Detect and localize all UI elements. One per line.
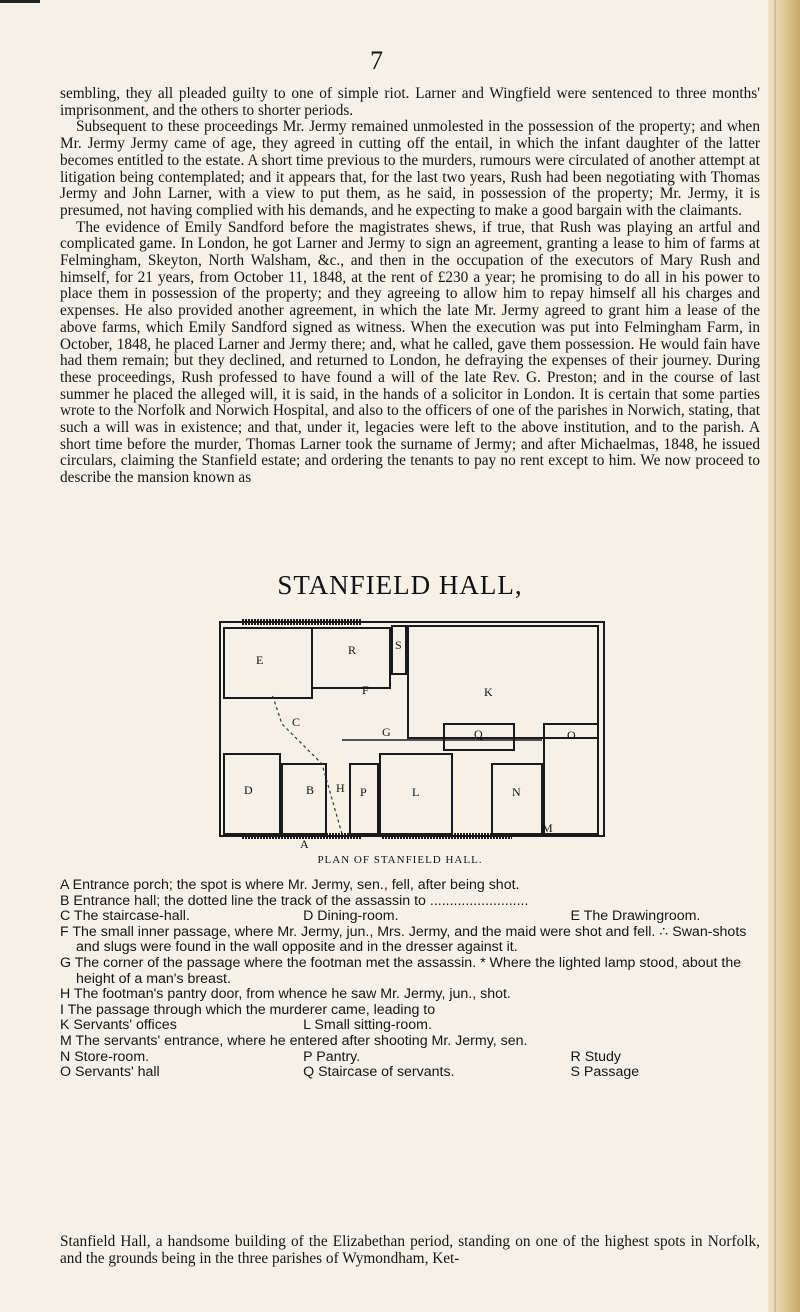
legend-f: F The small inner passage, where Mr. Jermy, jun., Mrs. Jermy, and the maid were shot and fell. ∴ Swan-shots and slugs were found in the wall opposite and in the dresser against it. bbox=[60, 923, 747, 956]
closing-text: Stanfield Hall, a handsome building of the Elizabethan period, standing on one of the highest spots in Norfolk, and the grounds being in the three parishes of Wymondham, Ket- bbox=[60, 1233, 760, 1267]
plan-room-e bbox=[224, 628, 312, 698]
legend-row-c-d-e bbox=[60, 909, 765, 925]
plan-label-e: E bbox=[256, 653, 264, 667]
legend-s: S Passage bbox=[570, 1064, 640, 1081]
body-text bbox=[60, 86, 760, 487]
plan-room-r bbox=[312, 628, 390, 688]
plan-outer-wall bbox=[220, 622, 604, 836]
plan-room-k bbox=[408, 626, 598, 738]
plan-label-o: O bbox=[567, 728, 576, 742]
plan-label-g: G bbox=[382, 725, 391, 739]
legend-r: R Study bbox=[570, 1048, 621, 1065]
plan-label-d: D bbox=[244, 783, 253, 797]
plan-room-p bbox=[350, 764, 378, 834]
paragraph-1: sembling, they all pleaded guilty to one of simple riot. Larner and Wingfield were sentenced to three months' imprisonment, and the others to shorter periods. bbox=[60, 85, 760, 119]
paragraph-2: Subsequent to these proceedings Mr. Jermy remained unmolested in the possession of the property; and when Mr. Jermy Jermy came of age, they agreed in cutting off the entail, in which the infant daughter of the latter becomes entitled to the estate. A short time previous to the murders, rumours were circulated of another attempt at litigation being contemplated; and it appears that, for the last two years, Rush had been negotiating with Thomas Jermy and John Larner, with a view to put them, as he said, in possession of the property; Mr. Jermy, it is presumed, not having complied with his demands, and he expecting to make a good bargain with the claimants. bbox=[60, 118, 760, 219]
legend-blank bbox=[571, 1018, 765, 1034]
plan-label-r: R bbox=[348, 643, 357, 657]
plan-label-m: M bbox=[542, 821, 553, 835]
closing-paragraph bbox=[60, 1234, 760, 1267]
plan-label-q: Q bbox=[474, 727, 483, 741]
plan-label-h: H bbox=[336, 781, 345, 795]
legend-g: G The corner of the passage where the footman met the assassin. * Where the lighted lamp stood, about the height of a man's breast. bbox=[60, 954, 742, 987]
plan-label-f: F bbox=[362, 683, 369, 697]
page-number: 7 bbox=[370, 46, 383, 75]
floor-plan bbox=[212, 614, 612, 850]
legend-i: I The passage through which the murderer came, leading to bbox=[60, 1001, 436, 1018]
legend-b: B Entrance hall; the dotted line the track of the assassin to ......................... bbox=[60, 892, 529, 909]
legend-row-k-l bbox=[60, 1018, 765, 1034]
plan-room-b bbox=[282, 764, 326, 834]
legend-o: O Servants' hall bbox=[60, 1064, 160, 1081]
legend-p: P Pantry. bbox=[303, 1048, 361, 1065]
plan-label-s: S bbox=[395, 638, 402, 652]
plan-label-l: L bbox=[412, 785, 420, 799]
plan-room-n bbox=[492, 764, 542, 834]
plan-caption: PLAN OF STANFIELD HALL. bbox=[317, 854, 483, 866]
plan-label-k: K bbox=[484, 685, 493, 699]
legend-l: L Small sitting-room. bbox=[303, 1017, 432, 1034]
legend-d: D Dining-room. bbox=[303, 908, 399, 925]
legend-e: E The Drawingroom. bbox=[570, 908, 701, 925]
plan-label-a: A bbox=[300, 837, 309, 850]
book-spine-edge bbox=[768, 0, 800, 1312]
plan-label-b: B bbox=[306, 783, 315, 797]
legend-n: N Store-room. bbox=[60, 1048, 150, 1065]
legend-row-n-p-r bbox=[60, 1050, 765, 1066]
paragraph-3: The evidence of Emily Sandford before the magistrates shews, if true, that Rush was playing an artful and complicated game. In London, he got Larner and Jermy to sign an agreement, granting a lease to him of farms at Felmingham, Skeyton, North Walsham, &c., and then in the occupation of the executors of Mary Rush and himself, for 21 years, from October 11, 1848, at the rent of £230 a year; he promising to do all in his power to place them in possession of the property; and they agreeing to allow him to repay himself all his charges and expenses. He also provided another agreement, in which the late Mr. Jermy agreed to grant him a lease of the above farms, which Emily Sandford signed as witness. When the execution was put into Felmingham Farm, in October, 1848, he placed Larner and Jermy there; and, what he called, gave them possession. He would fain have had them remain; but they declined, and returned to London, he defraying the expenses of their journey. During these proceedings, Rush professed to have found a will of the late Rev. G. Preston; and in the course of last summer he placed the alleged will, it is said, in the hands of a solicitor in London. It is certain that some parties wrote to the Norfolk and Norwich Hospital, and also to the officers of one of the parishes in Norwich, stating, that such a will was in existence; and that, under it, legacies were left to the above institution, and to the parish. A short time before the murder, Thomas Larner took the surname of Jermy; and after Michaelmas, 1848, he issued circulars, claiming the Stanfield estate; and ordering the tenants to pay no rent except to him. We now proceed to describe the mansion known as bbox=[60, 218, 760, 487]
legend-q: Q Staircase of servants. bbox=[303, 1064, 455, 1081]
plan-label-n: N bbox=[512, 785, 521, 799]
legend-h: H The footman's pantry door, from whence he saw Mr. Jermy, jun., shot. bbox=[60, 986, 511, 1003]
legend-row-o-q-s bbox=[60, 1065, 765, 1081]
section-heading: STANFIELD HALL, bbox=[277, 570, 523, 600]
legend-c: C The staircase-hall. bbox=[60, 908, 190, 925]
legend-a: A Entrance porch; the spot is where Mr. Jermy, sen., fell, after being shot. bbox=[60, 877, 520, 893]
legend-m: M The servants' entrance, where he entered after shooting Mr. Jermy, sen. bbox=[60, 1032, 528, 1049]
plan-legend bbox=[60, 878, 765, 1081]
plan-label-c: C bbox=[292, 715, 301, 729]
page-corner-mark bbox=[0, 0, 40, 15]
legend-k: K Servants' offices bbox=[60, 1017, 177, 1034]
plan-label-p: P bbox=[360, 785, 367, 799]
